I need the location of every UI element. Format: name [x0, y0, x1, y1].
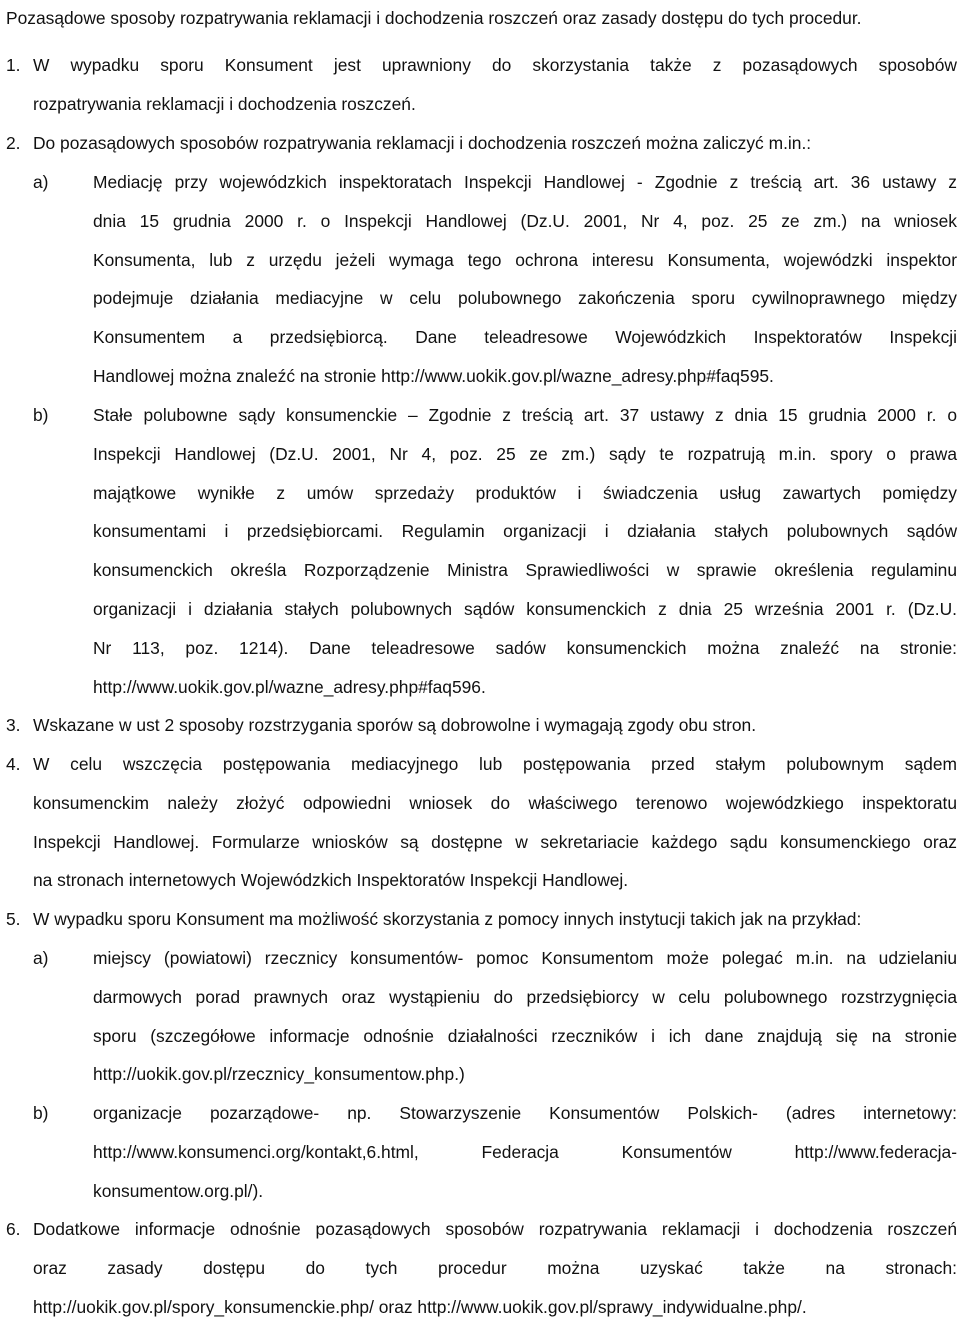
text-line: http://uokik.gov.pl/rzecznicy_konsumentow.php.): [93, 1064, 465, 1085]
sub-item-body: [93, 939, 957, 1094]
document-heading: Pozasądowe sposoby rozpatrywania reklamacji i dochodzenia roszczeń oraz zasady dostępu do tych procedur.: [6, 8, 862, 28]
text-line: W wypadku sporu Konsument ma możliwość skorzystania z pomocy innych instytucji takich jak na przykład:: [33, 909, 862, 929]
item-body: [33, 900, 957, 939]
text-line: konsumentow.org.pl/).: [93, 1180, 264, 1201]
text-line: Dodatkowe informacje odnośnie pozasądowych sposobów rozpatrywania reklamacji i dochodzenia roszczeń: [33, 1219, 957, 1239]
text-line: organizacje pozarządowe- np. Stowarzyszenie Konsumentów Polskich- (adres internetowy:: [93, 1103, 957, 1123]
text-line: dnia 15 grudnia 2000 r. o Inspekcji Handlowej (Dz.U. 2001, Nr 4, poz. 25 ze zm.) na wniosek: [93, 210, 957, 231]
sub-item-body: [93, 396, 957, 706]
text-line: Konsumenta, lub z urzędu jeżeli wymaga tego ochrona interesu Konsumenta, wojewódzki inspektor: [93, 249, 957, 270]
item-number: 5.: [6, 909, 21, 929]
item-number: 4.: [6, 754, 21, 774]
item-body: [33, 1210, 957, 1326]
text-line: http://www.uokik.gov.pl/wazne_adresy.php#faq596.: [93, 676, 486, 697]
text-line: Mediację przy wojewódzkich inspektoratach Inspekcji Handlowej - Zgodnie z treścią art. 36 ustawy z: [93, 172, 957, 192]
text-line: Nr 113, poz. 1214). Dane teleadresowe sadów konsumenckich można znaleźć na stronie:: [93, 637, 957, 658]
text-line: rozpatrywania reklamacji i dochodzenia roszczeń.: [33, 93, 416, 114]
text-line: sporu (szczegółowe informacje odnośnie działalności rzeczników i ich dane znajdują się na stronie: [93, 1025, 957, 1046]
text-line: konsumenckich określa Rozporządzenie Ministra Sprawiedliwości w sprawie określenia regulaminu: [93, 560, 957, 581]
text-line: miejscy (powiatowi) rzecznicy konsumentów- pomoc Konsumentom może polegać m.in. na udzielaniu: [93, 948, 957, 968]
text-line: Stałe polubowne sądy konsumenckie – Zgodnie z treścią art. 37 ustawy z dnia 15 grudnia 2000 r. o: [93, 405, 957, 425]
item-number: 6.: [6, 1219, 21, 1239]
item-number: 1.: [6, 55, 21, 75]
item-number: 3.: [6, 715, 21, 735]
text-line: na stronach internetowych Wojewódzkich Inspektoratów Inspekcji Handlowej.: [33, 870, 629, 891]
text-line: http://uokik.gov.pl/spory_konsumenckie.php/ oraz http://www.uokik.gov.pl/sprawy_indywidualne.php/.: [33, 1296, 807, 1317]
text-line: konsumentami i przedsiębiorcami. Regulamin organizacji i działania stałych polubownych sądów: [93, 521, 957, 542]
sub-item-body: [93, 163, 957, 396]
sub-item-letter: b): [33, 405, 49, 425]
text-line: podejmuje działania mediacyjne w celu polubownego zakończenia sporu cywilnoprawnego między: [93, 288, 957, 309]
text-line: Handlowej można znaleźć na stronie http://www.uokik.gov.pl/wazne_adresy.php#faq595.: [93, 365, 774, 386]
text-line: majątkowe wynikłe z umów sprzedaży produktów i świadczenia usług zawartych pomiędzy: [93, 482, 957, 503]
sub-item-letter: a): [33, 172, 49, 192]
text-line: W celu wszczęcia postępowania mediacyjnego lub postępowania przed stałym polubownym sądem: [33, 754, 957, 774]
text-line: oraz zasady dostępu do tych procedur można uzyskać także na stronach:: [33, 1257, 957, 1278]
text-line: Konsumentem a przedsiębiorcą. Dane teleadresowe Wojewódzkich Inspektoratów Inspekcji: [93, 327, 957, 348]
sub-item-letter: b): [33, 1103, 49, 1123]
text-line: organizacji i działania stałych polubownych sądów konsumenckich z dnia 25 września 2001 r. (Dz.U.: [93, 598, 957, 619]
text-line: Wskazane w ust 2 sposoby rozstrzygania sporów są dobrowolne i wymagają zgody obu stron.: [33, 715, 757, 735]
item-body: [33, 745, 957, 900]
item-number: 2.: [6, 133, 21, 153]
sub-item-body: [93, 1094, 957, 1210]
text-line: Inspekcji Handlowej (Dz.U. 2001, Nr 4, poz. 25 ze zm.) sądy te rozpatrują m.in. spory o prawa: [93, 443, 957, 464]
text-line: konsumenckim należy złożyć odpowiedni wniosek do właściwego terenowo wojewódzkiego inspektoratu: [33, 792, 957, 813]
text-line: Inspekcji Handlowej. Formularze wniosków są dostępne w sekretariacie każdego sądu konsumenckiego oraz: [33, 831, 957, 852]
text-line: W wypadku sporu Konsument jest uprawniony do skorzystania także z pozasądowych sposobów: [33, 55, 957, 75]
text-line: http://www.konsumenci.org/kontakt,6.html, Federacja Konsumentów http://www.federacja-: [93, 1141, 957, 1162]
item-body: [33, 706, 957, 745]
text-line: darmowych porad prawnych oraz wystąpieniu do przedsiębiorcy w celu polubownego rozstrzygnięcia: [93, 986, 957, 1007]
item-body: [33, 46, 957, 124]
item-body: [33, 124, 957, 163]
sub-item-letter: a): [33, 948, 49, 968]
text-line: Do pozasądowych sposobów rozpatrywania reklamacji i dochodzenia roszczeń można zaliczyć m.in.:: [33, 133, 812, 153]
